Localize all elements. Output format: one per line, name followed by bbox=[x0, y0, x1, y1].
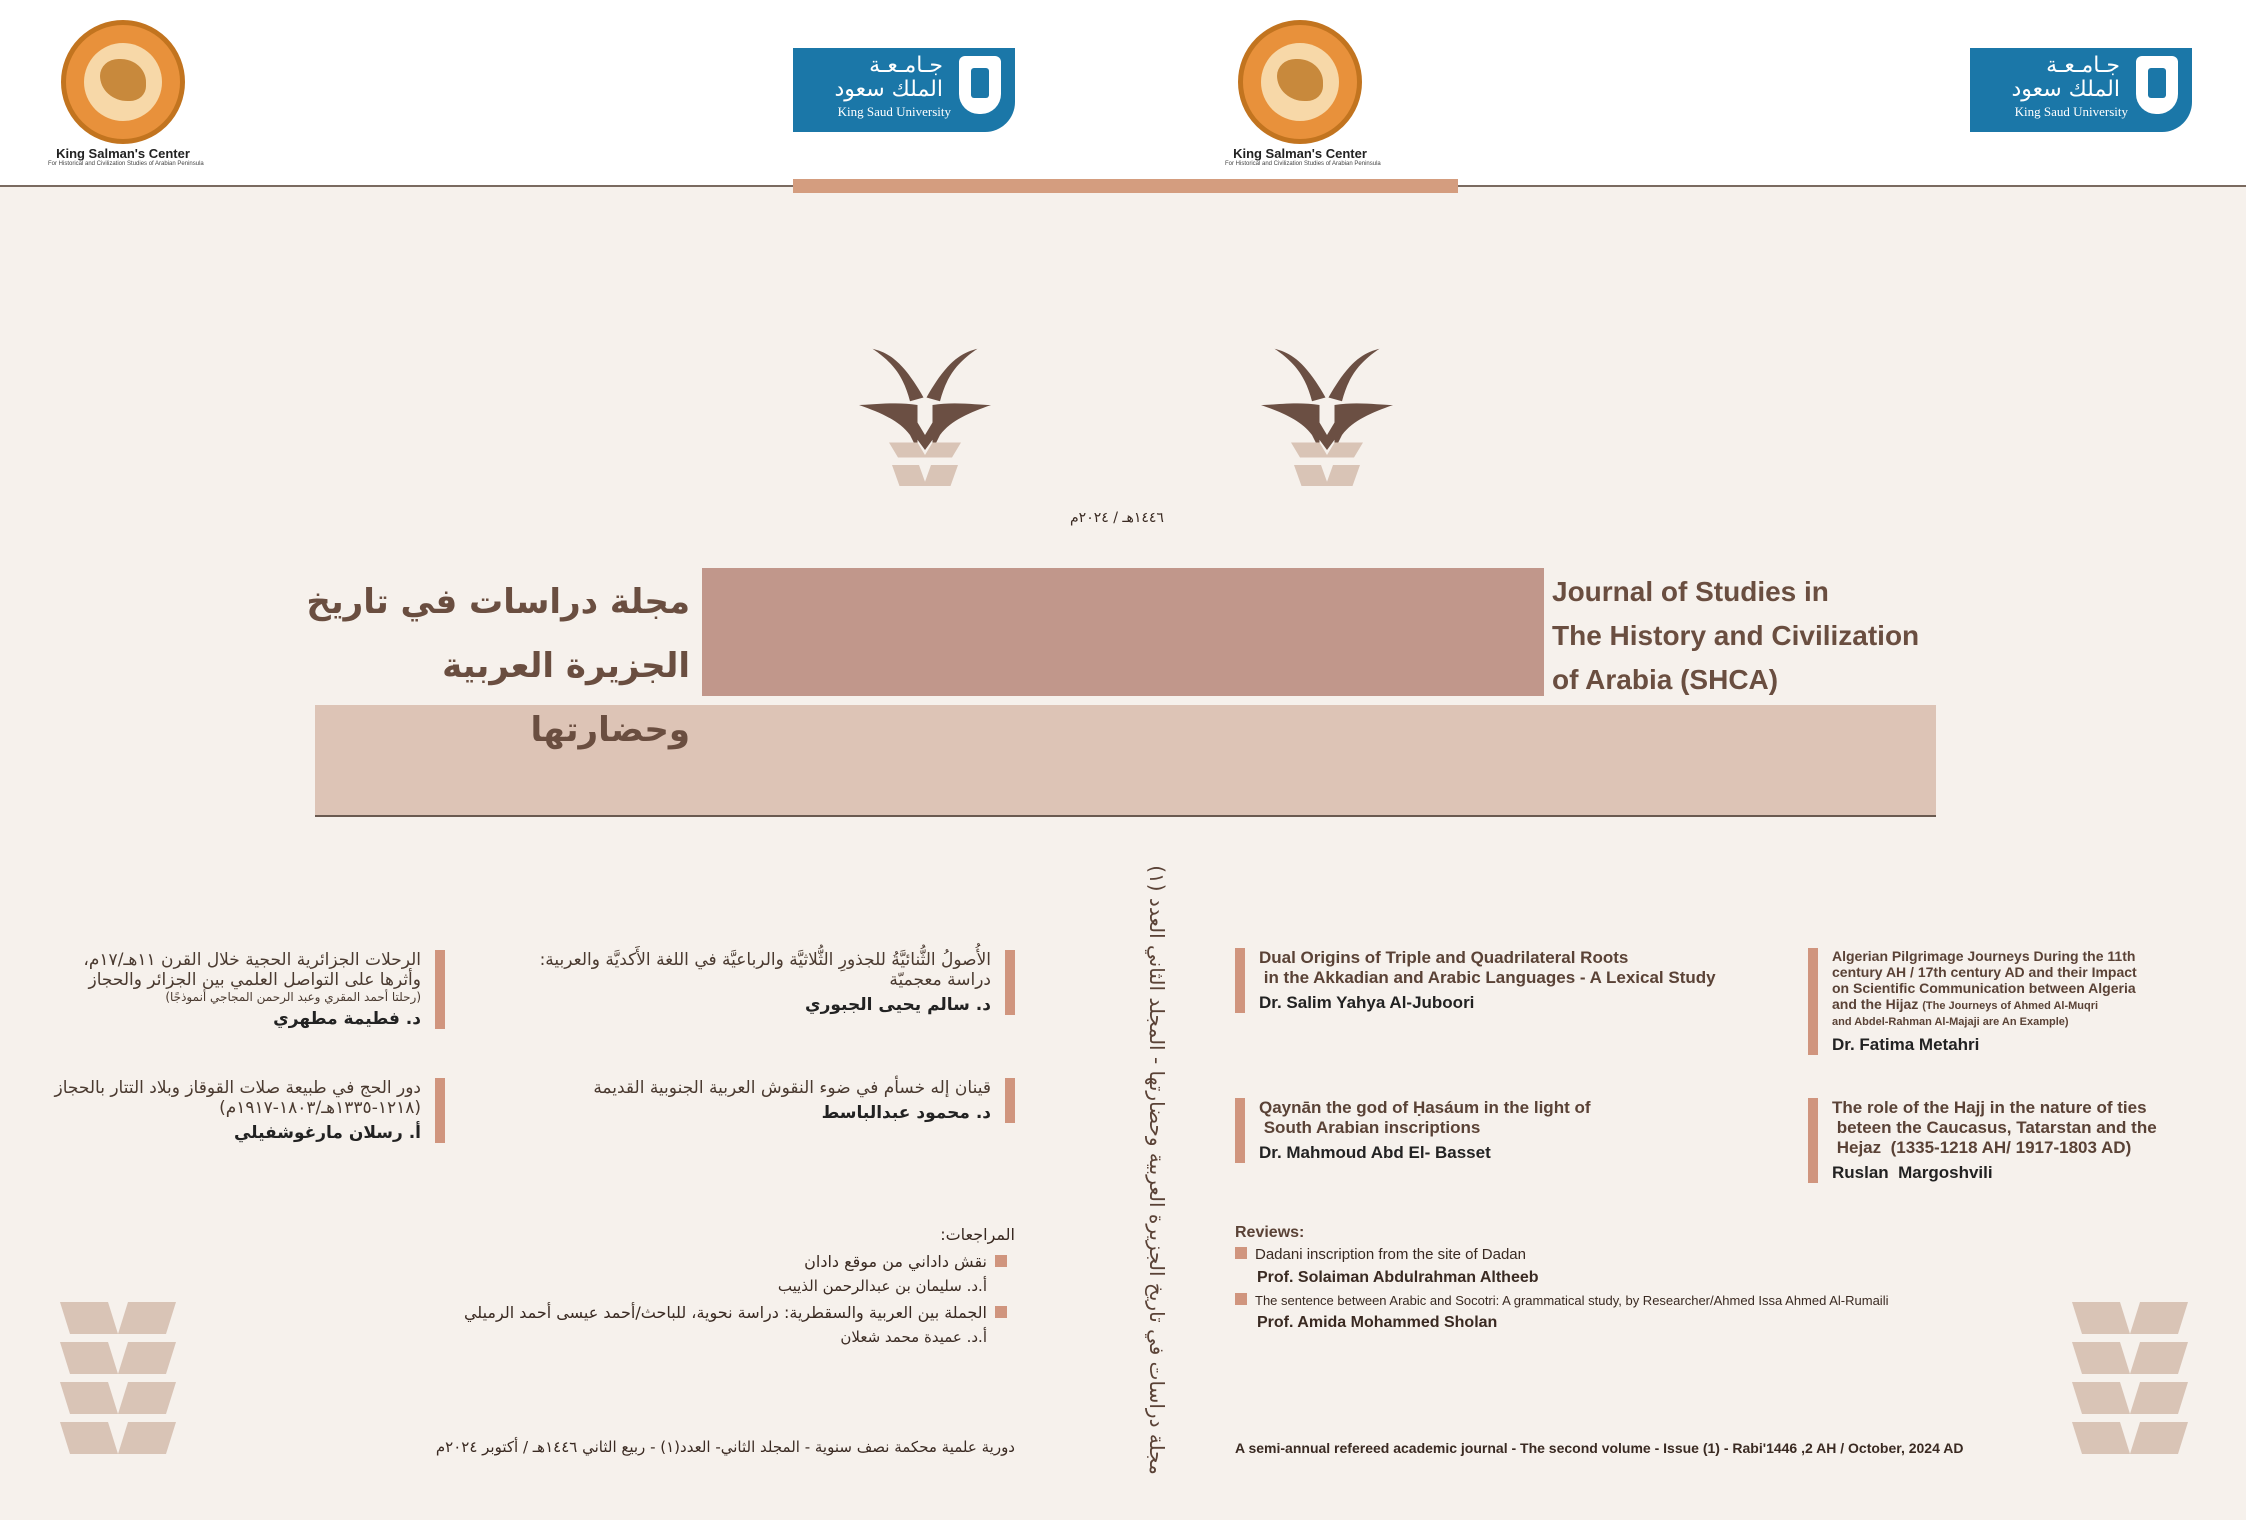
king-salman-center-logo bbox=[48, 20, 204, 167]
article-author: د. فطيمة مطهري bbox=[273, 1009, 421, 1029]
review-author: أ.د. سليمان بن عبدالرحمن الذييب bbox=[777, 1277, 987, 1295]
article-author: د. سالم يحيى الجبوري bbox=[805, 995, 991, 1015]
review-item: نقش داداني من موقع دادان bbox=[400, 1252, 1015, 1271]
ksc-logo-name: King Salman's Center bbox=[56, 146, 190, 161]
journal-title-ar: مجلة دراسات في تاريخ الجزيرة العربية وحضارتها bbox=[306, 582, 690, 750]
article-title: قينان إله خسأم في ضوء النقوش العربية الجنوبية القديمة bbox=[593, 1078, 991, 1098]
english-article-2 bbox=[1808, 948, 2188, 1055]
review-item: الجملة بين العربية والسقطرية: دراسة نحوية، للباحث/أحمد عيسى أحمد الرميلي bbox=[400, 1303, 1015, 1322]
english-article-4 bbox=[1808, 1098, 2188, 1183]
header-strip bbox=[0, 0, 2246, 187]
article-author: Ruslan Margoshvili bbox=[1832, 1163, 1993, 1182]
king-salman-center-logo-2 bbox=[1225, 20, 1381, 167]
article-subtitle: (رحلتا أحمد المقري وعبد الرحمن المجاجي أنموذجًا) bbox=[165, 990, 421, 1004]
arabic-article-4 bbox=[45, 1078, 445, 1143]
english-article-3 bbox=[1235, 1098, 1755, 1163]
article-title: Dual Origins of Triple and Quadrilateral Roots in the Akkadian and Arabic Languages - A Lexical Study bbox=[1259, 948, 1716, 987]
article-author: أ. رسلان مارغوشفيلي bbox=[233, 1123, 421, 1143]
english-reviews bbox=[1235, 1224, 2015, 1332]
palm-emblem-icon bbox=[835, 345, 1015, 495]
review-author: Prof. Solaiman Abdulrahman Altheeb bbox=[1257, 1269, 1539, 1286]
article-title: الأُصولُ الثُّنائيَّةُ للجذورِ الثُّلاثيَّة والرباعيَّة في اللغة الأَكديَّة والعربية: دراسة معجميّة bbox=[539, 950, 991, 990]
arabic-article-1 bbox=[500, 950, 1015, 1015]
ksc-seal-icon bbox=[1238, 20, 1362, 144]
ksc-logo-name: King Salman's Center bbox=[1233, 146, 1367, 161]
ksu-logo-en: King Saud University bbox=[2014, 104, 2128, 119]
leaf-pattern-icon bbox=[58, 1300, 178, 1460]
article-title: الرحلات الجزائرية الحجية خلال القرن ١١هـ/١٧م، وأثرها على التواصل العلمي بين الجزائر والحجاز bbox=[83, 950, 421, 990]
article-title: دور الحج في طبيعة صلات القوقاز وبلاد التتار بالحجاز (١٢١٨-١٣٣٥هـ/١٨٠٣-١٩١٧م) bbox=[54, 1078, 421, 1118]
arabic-reviews bbox=[400, 1225, 1015, 1346]
ksu-logo-ar: جـامـعـة الملك سعود bbox=[2011, 53, 2120, 102]
spine-text: مجلة دراسات في تاريخ الجزيرة العربية وحضارتها - المجلد الثاني العدد (١) bbox=[1145, 865, 1169, 1475]
cover-date: ١٤٤٦هـ / ٢٠٢٤م bbox=[1070, 510, 1164, 526]
reviews-heading: المراجعات: bbox=[940, 1225, 1015, 1244]
title-box-dark bbox=[702, 568, 1544, 696]
ksc-logo-sub: For Historical and Civilization Studies of Arabian Peninsula bbox=[1225, 161, 1381, 167]
leaf-pattern-icon-2 bbox=[2070, 1300, 2190, 1460]
arabic-article-2 bbox=[45, 950, 445, 1029]
spine bbox=[1142, 865, 1172, 1475]
footer-en: A semi-annual refereed academic journal - The second volume - Issue (1) - Rabi'1446 ,2 AH / October, 2024 AD bbox=[1235, 1440, 1964, 1456]
ksc-logo-sub: For Historical and Civilization Studies of Arabian Peninsula bbox=[48, 161, 204, 167]
ksu-logo-en: King Saud University bbox=[837, 104, 951, 119]
review-item: Dadani inscription from the site of Dadan bbox=[1235, 1246, 2015, 1263]
article-author: د. محمود عبدالباسط bbox=[821, 1103, 991, 1123]
article-title: Qaynān the god of Ḥasáum in the light of South Arabian inscriptions bbox=[1259, 1098, 1591, 1137]
english-article-1 bbox=[1235, 948, 1755, 1013]
article-author: Dr. Fatima Metahri bbox=[1832, 1035, 1980, 1054]
king-saud-university-logo-2 bbox=[1970, 48, 2192, 132]
review-author: Prof. Amida Mohammed Sholan bbox=[1257, 1314, 1498, 1331]
divider-line bbox=[315, 815, 1936, 817]
palm-emblem-icon-2 bbox=[1237, 345, 1417, 495]
ksu-logo-ar: جـامـعـة الملك سعود bbox=[834, 53, 943, 102]
article-author: Dr. Mahmoud Abd El- Basset bbox=[1259, 1143, 1491, 1162]
arabic-article-3 bbox=[500, 1078, 1015, 1123]
footer-ar: دورية علمية محكمة نصف سنوية - المجلد الثاني- العدد(١) - ربيع الثاني ١٤٤٦هـ / أكتوبر ٢٠٢٤م bbox=[435, 1438, 1015, 1456]
header-accent-bar bbox=[793, 179, 1458, 193]
review-item: The sentence between Arabic and Socotri: A grammatical study, by Researcher/Ahmed Issa Ahmed Al-Rumaili bbox=[1235, 1293, 2015, 1308]
ksu-crest-icon bbox=[2136, 56, 2178, 114]
article-author: Dr. Salim Yahya Al-Juboori bbox=[1259, 993, 1475, 1012]
ksc-seal-icon bbox=[61, 20, 185, 144]
ksu-crest-icon bbox=[959, 56, 1001, 114]
article-title: The role of the Hajj in the nature of ties beteen the Caucasus, Tatarstan and the Hejaz (1335-1218 AH/ 1917-1803 AD) bbox=[1832, 1098, 2157, 1157]
review-author: أ.د. عميدة محمد شعلان bbox=[840, 1328, 987, 1346]
journal-title-en: Journal of Studies in The History and Civilization of Arabia (SHCA) bbox=[1552, 576, 1920, 695]
king-saud-university-logo bbox=[793, 48, 1015, 132]
reviews-heading: Reviews: bbox=[1235, 1224, 1305, 1241]
article-title: Algerian Pilgrimage Journeys During the 11th century AH / 17th century AD and their Impact on Scientific Communication between Algeria and the Hijaz (The Journeys of Ahmed Al-Muqri and Abdel-Rahman Al-Majaji are An Example) bbox=[1832, 948, 2137, 1028]
